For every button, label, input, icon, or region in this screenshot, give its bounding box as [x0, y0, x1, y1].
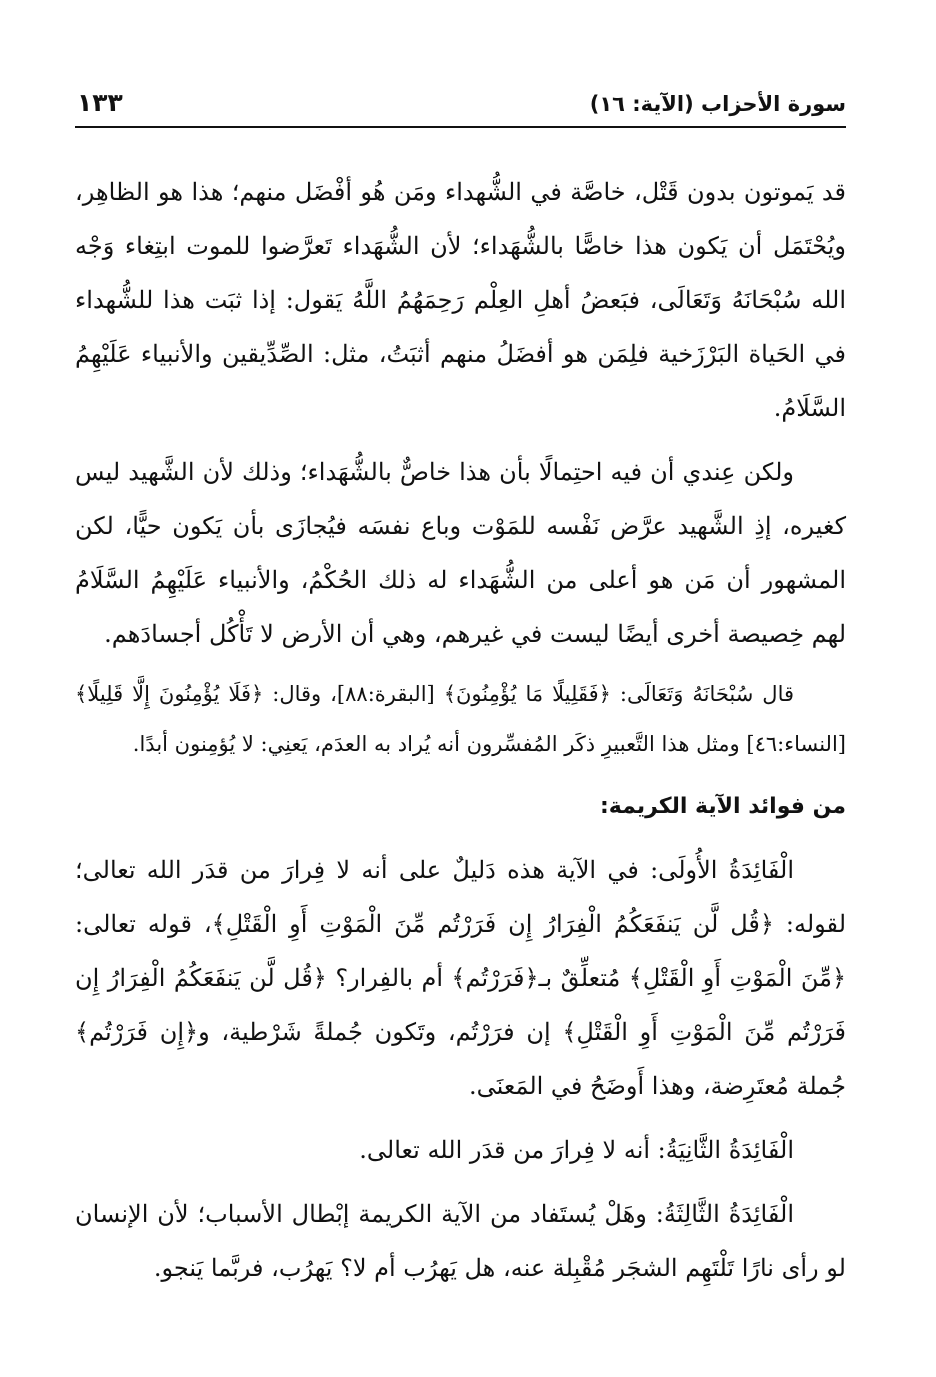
paragraph-2: ولكن عِندي أن فيه احتِمالًا بأن هذا خاصٌّ بالشُّهَداء؛ وذلك لأن الشَّهيد ليس كغيره، إذِ الشَّهيد عرَّض نَفْسه للمَوْت وباع نفسَه فيُجازَى بأن يَكون حيًّا، لكن المشهور أن مَن هو أعلى من الشُّهَداء له ذلك الحُكْمُ، والأنبياء عَلَيْهِمُ السَّلَامُ لهم خِصيصة أخرى أيضًا ليست في غيرهم، وهي أن الأرض لا تَأْكُل أجسادَهم. [75, 458, 846, 648]
running-title: سورة الأحزاب (الآية: ١٦) [589, 92, 846, 116]
benefit-2: الْفَائِدَةُ الثَّانِيَةُ: أنه لا فِرارَ من قدَر الله تعالى. [359, 1136, 794, 1164]
section-heading: من فوائد الآية الكريمة: [599, 794, 846, 819]
paragraph-1: قد يَموتون بدون قَتْل، خاصَّة في الشُّهداء ومَن هُو أفْضَل منهم؛ هذا هو الظاهِر، ويُحْتَمَل أن يَكون هذا خاصًّا بالشُّهَداء؛ لأن الشُّهَداء تَعرَّضوا للموت ابتِغاء وَجْه الله سُبْحَانَهُ وَتَعَالَى، فبَعضُ أهلِ العِلْم رَحِمَهُمُ اللَّهُ يَقول: إذا ثبَت هذا للشُّهداء في الحَياة البَرْزَخية فلِمَن هو أفضَلُ منهم أثبَتُ، مثل: الصِّدِّيقين والأنبياء عَلَيْهِمُ السَّلَامُ. [75, 178, 846, 422]
page-header [75, 86, 846, 128]
page-number: ١٣٣ [77, 88, 123, 117]
page-body [75, 165, 846, 1295]
paragraph-3: قال سُبْحَانَهُ وَتَعَالَى: ﴿فَقَلِيلًا مَا يُؤْمِنُونَ﴾ [البقرة:٨٨]، وقال: ﴿فَلَا يُؤْمِنُونَ إِلَّا قَلِيلًا﴾ [النساء:٤٦] ومثل هذا التَّعبيرِ ذكَر المُفسِّرون أنه يُراد به العدَم، يَعنِي: لا يُؤمِنون أبدًا. [75, 682, 846, 756]
benefit-3: الْفَائِدَةُ الثَّالِثَةُ: وهَلْ يُستَفاد من الآية الكريمة إبْطال الأسباب؛ لأن الإنسان لو رأى نارًا تَلْتَهِم الشجَر مُقْبِلة عنه، هل يَهرُب أم لا؟ يَهرُب، فربَّما يَنجو. [75, 1200, 846, 1282]
benefit-1: الْفَائِدَةُ الأُولَى: في الآية هذه دَليلٌ على أنه لا فِرارَ من قدَر الله تعالى؛ لقوله: ﴿قُل لَّن يَنفَعَكُمُ الْفِرَارُ إِن فَرَرْتُم مِّنَ الْمَوْتِ أَوِ الْقَتْلِ﴾، قوله تعالى: ﴿مِّنَ الْمَوْتِ أَوِ الْقَتْلِ﴾ مُتعلِّقٌ بـ﴿فَرَرْتُم﴾ أم بالفِرار؟ ﴿قُل لَّن يَنفَعَكُمُ الْفِرَارُ إِن فَرَرْتُم مِّنَ الْمَوْتِ أَوِ الْقَتْلِ﴾ إن فرَرْتُم، وتَكون جُملةً شَرْطية، و﴿إِن فَرَرْتُم﴾ جُملة مُعتَرِضة، وهذا أَوضَحُ في المَعنَى. [75, 856, 847, 1100]
